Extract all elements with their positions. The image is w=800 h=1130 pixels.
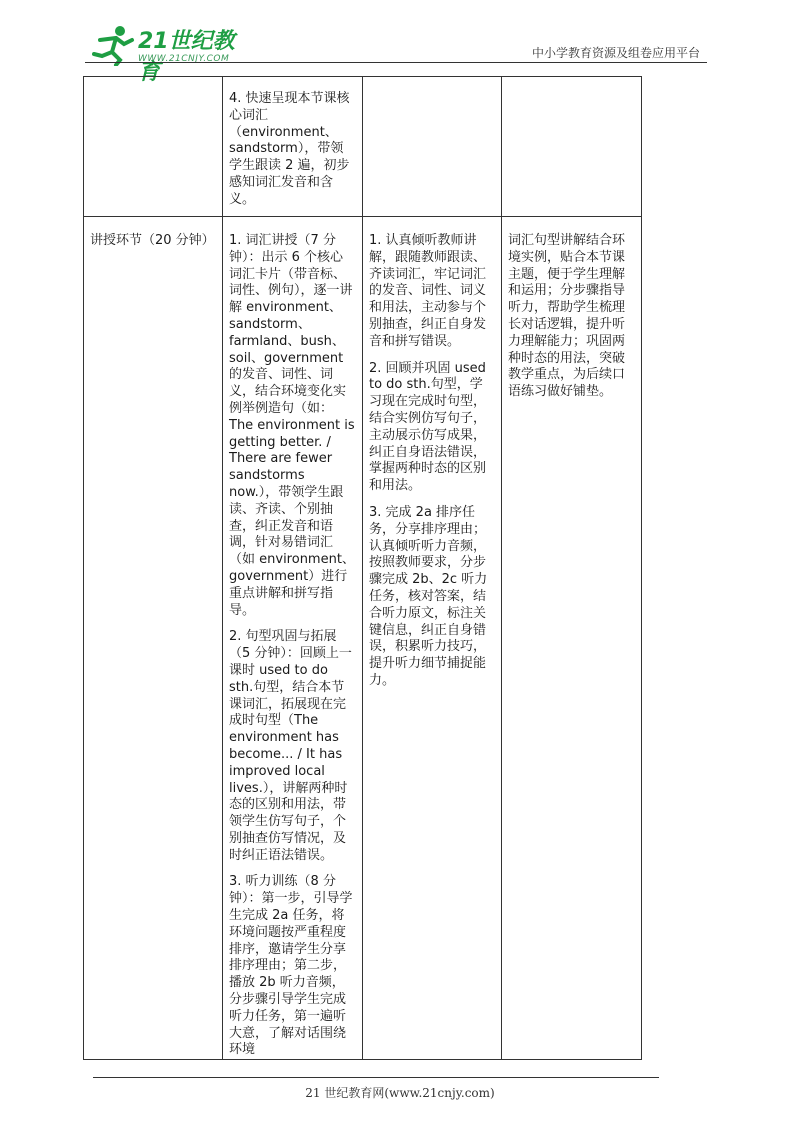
running-figure-icon — [90, 24, 136, 66]
student-activity-paragraph: 3. 完成 2a 排序任务，分享排序理由；认真倾听听力音频，按照教师要求，分步骤完成 2b、2c 听力任务，核对答案，结合听力原文，标注关键信息，纠正自身错误，积累听力技巧，提升听力细节捕捉能力。 — [369, 504, 488, 688]
design-intent-paragraph: 词汇句型讲解结合环境实例，贴合本节课主题，便于学生理解和运用；分步骤指导听力，帮助学生梳理长对话逻辑，提升听力理解能力；巩固两种时态的用法，突破教学重点，为后续口语练习做好铺垫。 — [508, 233, 626, 400]
teacher-activity-paragraph: 2. 句型巩固与拓展（5 分钟）：回顾上一课时 used to do sth.句型，结合本节课词汇，拓展现在完成时句型（The environment has become... / It has improved local lives.），讲解两种时态的区别和用法，带领学生仿写句子，个别抽查仿写情况，及时纠正语法错误。 — [229, 629, 352, 863]
footer-text[interactable]: 21 世纪教育网(www.21cnjy.com) — [305, 1086, 495, 1100]
student-activity-paragraph: 2. 回顾并巩固 used to do sth.句型，学习现在完成时句型，结合实例仿写句子，主动展示仿写成果，纠正自身语法错误，掌握两种时态的区别和用法。 — [369, 360, 487, 494]
teacher-activity-paragraph: 4. 快速呈现本节课核心词汇（environment、sandstorm），带领学生跟读 2 遍，初步感知词汇发音和含义。 — [229, 91, 350, 207]
table-cell-student-activity — [363, 77, 502, 217]
table-row — [84, 77, 642, 217]
lesson-plan-table — [83, 76, 642, 1060]
footer-divider — [93, 1077, 659, 1078]
site-logo[interactable] — [90, 24, 250, 85]
page-header — [0, 0, 800, 85]
teacher-activity-paragraph: 3. 听力训练（8 分钟）：第一步，引导学生完成 2a 任务，将环境问题按严重程度排序，邀请学生分享排序理由；第二步，播放 2b 听力音频，分步骤引导学生完成听力任务，第一遍听大意，了解对话围绕环境 — [229, 874, 353, 1058]
table-cell-stage — [84, 77, 223, 217]
stage-label: 讲授环节（20 分钟） — [90, 233, 215, 248]
platform-name: 中小学教育资源及组卷应用平台 — [531, 46, 700, 60]
table-cell-student-activity — [363, 217, 502, 1060]
table-cell-teacher-activity — [223, 217, 363, 1060]
table-row — [84, 217, 642, 1060]
logo-url: WWW.21CNJY.COM — [138, 54, 230, 64]
table-cell-stage — [84, 217, 223, 1060]
table-cell-design-intent — [502, 77, 642, 217]
table-cell-teacher-activity — [223, 77, 363, 217]
student-activity-paragraph: 1. 认真倾听教师讲解，跟随教师跟读、齐读词汇，牢记词汇的发音、词性、词义和用法，主动参与个别抽查，纠正自身发音和拼写错误。 — [369, 233, 487, 349]
table-cell-design-intent — [502, 217, 642, 1060]
header-divider — [85, 62, 707, 63]
teacher-activity-paragraph: 1. 词汇讲授（7 分钟）：出示 6 个核心词汇卡片（带音标、词性、例句），逐一讲解 environment、sandstorm、farmland、bush、soil、government 的发音、词性、词义，结合环境变化实例举例造句（如：The environment is getting better. / There are fewer sandstorms now.），带领学生跟读、齐读、个别抽查，纠正发音和语调，针对易错词汇（如 environment、government）进行重点讲解和拼写指导。 — [229, 233, 355, 618]
logo-title: 21世纪教育 — [138, 29, 235, 85]
